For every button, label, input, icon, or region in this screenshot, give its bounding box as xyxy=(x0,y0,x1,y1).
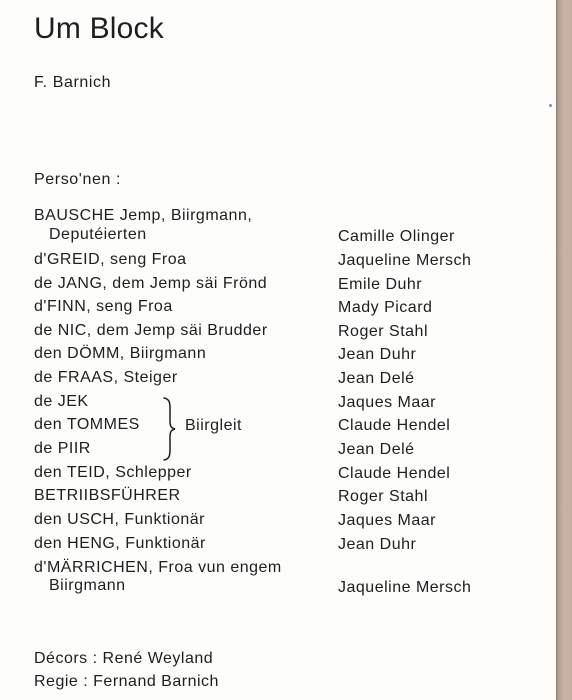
role-jek: de JEK xyxy=(34,393,89,410)
actor-tommes: Claude Hendel xyxy=(338,417,451,434)
role-tommes: den TOMMES xyxy=(34,416,140,433)
role-bausche-line2: Deputéierten xyxy=(49,226,147,243)
group-label-biirgleit: Biirgleit xyxy=(185,417,242,434)
actor-usch: Jaques Maar xyxy=(338,512,436,529)
role-teid: den TEID, Schlepper xyxy=(34,464,192,481)
actor-domm: Jean Duhr xyxy=(338,346,417,363)
role-heng: den HENG, Funktionär xyxy=(34,535,206,552)
role-nic: de NIC, dem Jemp säi Brudder xyxy=(34,322,268,339)
role-greid: d'GREID, seng Froa xyxy=(34,251,187,268)
role-bausche: BAUSCHE Jemp, Biirgmann, xyxy=(34,207,253,224)
persons-heading: Perso'nen : xyxy=(34,171,122,188)
play-title: Um Block xyxy=(34,12,164,45)
actor-fraas: Jean Delé xyxy=(338,370,415,387)
author: F. Barnich xyxy=(34,74,112,91)
role-domm: den DÖMM, Biirgmann xyxy=(34,345,207,362)
paper-edge xyxy=(556,0,572,700)
paper-speck xyxy=(549,104,552,107)
role-usch: den USCH, Funktionär xyxy=(34,511,205,528)
credits-regie: Regie : Fernand Barnich xyxy=(34,673,219,690)
actor-bausche: Camille Olinger xyxy=(338,228,455,245)
role-finn: d'FINN, seng Froa xyxy=(34,298,173,315)
role-marrichen: d'MÄRRICHEN, Froa vun engem xyxy=(34,559,282,576)
actor-heng: Jean Duhr xyxy=(338,536,417,553)
actor-betriibsfuhrer: Roger Stahl xyxy=(338,488,428,505)
actor-marrichen: Jaqueline Mersch xyxy=(338,579,472,596)
actor-jang: Emile Duhr xyxy=(338,276,423,293)
role-betriibsfuhrer: BETRIIBSFÜHRER xyxy=(34,487,181,504)
actor-finn: Mady Picard xyxy=(338,299,433,316)
role-fraas: de FRAAS, Steiger xyxy=(34,369,178,386)
actor-piir: Jean Delé xyxy=(338,441,415,458)
actor-nic: Roger Stahl xyxy=(338,323,428,340)
role-piir: de PIIR xyxy=(34,440,91,457)
credits-decors: Décors : René Weyland xyxy=(34,650,214,667)
role-jang: de JANG, dem Jemp säi Frönd xyxy=(34,275,268,292)
curly-brace-icon xyxy=(158,397,178,461)
actor-greid: Jaqueline Mersch xyxy=(338,252,472,269)
role-marrichen-line2: Biirgmann xyxy=(49,577,126,594)
actor-teid: Claude Hendel xyxy=(338,465,451,482)
actor-jek: Jaques Maar xyxy=(338,394,436,411)
